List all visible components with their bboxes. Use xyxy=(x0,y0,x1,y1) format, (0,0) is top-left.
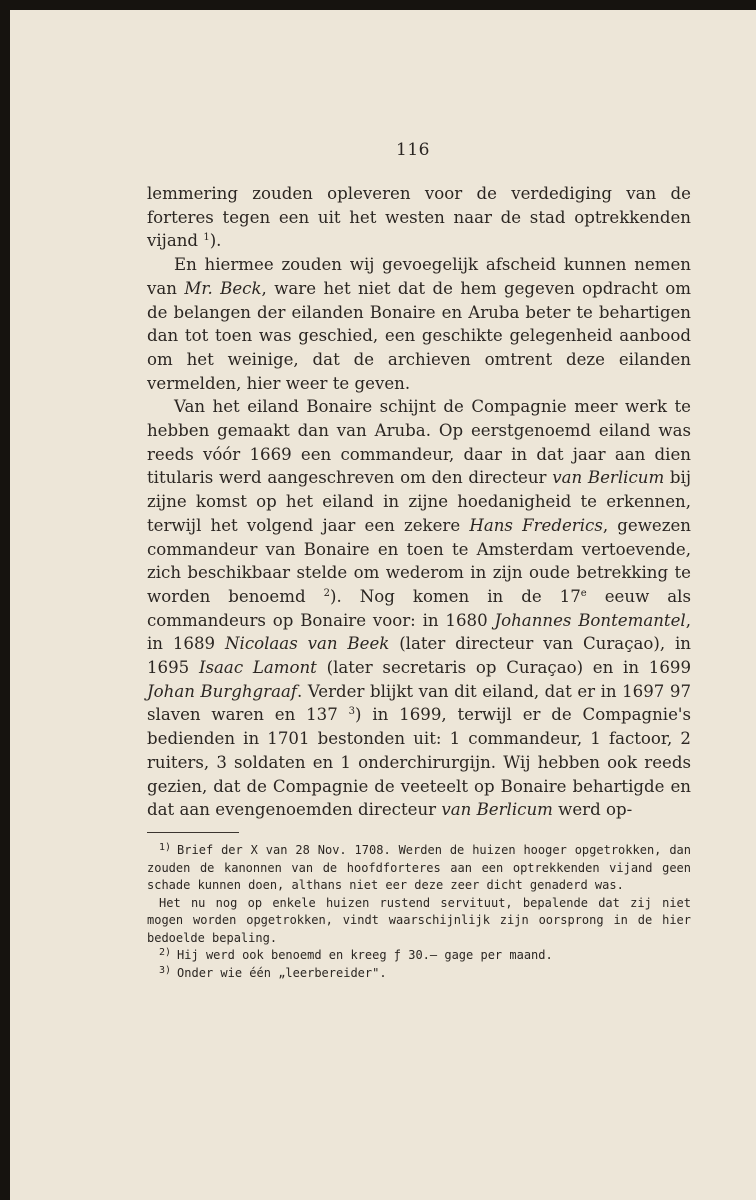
footnote xyxy=(147,947,691,965)
footnote-mark: 2) xyxy=(159,947,172,958)
text-run: , gewezen commandeur van Bonaire en toen te Amsterdam vertoevende, zich beschikbaar stelde om wederom in zijn oude betrekking te worden benoemd xyxy=(147,515,691,606)
text-run: lemmering zouden opleveren voor de verdediging van de forteres tegen een uit het westen naar de stad optrekkenden vijand xyxy=(147,184,691,251)
italic-name: Johannes Bontemantel xyxy=(494,610,686,630)
text-run: . Verder blijkt van dit eiland, dat er in 1697 97 slaven waren en 137 xyxy=(147,681,691,725)
footnote xyxy=(147,965,691,983)
italic-name: Mr. Beck xyxy=(184,278,262,298)
text-run: (later secretaris op Curaçao) en in 1699 xyxy=(316,658,691,678)
footnote xyxy=(147,895,691,948)
footnote-text: Brief der X van 28 Nov. 1708. Werden de huizen hooger opgetrokken, dan zouden de kanonnen van de hoofdforteres aan een optrekkenden vijand geen schade kunnen doen, althans niet eer deze zeer dicht genaderd was. xyxy=(147,843,691,892)
paragraph xyxy=(147,182,691,253)
footnote-divider xyxy=(147,832,239,833)
italic-name: Johan Burghgraaf xyxy=(147,681,298,701)
text-run: ). xyxy=(209,231,222,251)
footnote xyxy=(147,842,691,895)
footnotes xyxy=(147,842,691,982)
text-run: ) in 1699, terwijl er de Compagnie's bedienden in 1701 bestonden uit: 1 commandeur, 1 factoor, 2 ruiters, 3 soldaten en 1 onderchirurgijn. Wij hebben ook reeds gezien, dat de Compagnie de veeteelt op Bonaire behartigde en dat aan evengenoemden directeur xyxy=(147,705,691,820)
italic-name: Hans Frederics xyxy=(469,515,603,535)
text-run: ). Nog komen in de 17 xyxy=(329,586,581,606)
page-number: 116 xyxy=(396,140,430,160)
main-text xyxy=(147,182,691,822)
book-page xyxy=(10,10,756,1200)
text-run: , in 1689 xyxy=(147,610,691,654)
italic-name: van Berlicum xyxy=(441,800,553,820)
italic-name: Nicolaas van Beek xyxy=(225,634,390,654)
text-run: bij zijne komst op het eiland in zijne hoedanigheid te erkennen, terwijl het volgend jaar een zekere xyxy=(147,468,691,535)
footnote-reference: 2 xyxy=(323,587,330,599)
footnote-text: Onder wie één „leerbereider". xyxy=(177,965,387,980)
text-run: (later directeur van Curaçao), in 1695 xyxy=(147,634,691,678)
paragraph xyxy=(147,395,691,822)
footnote-mark: 3) xyxy=(159,964,172,976)
text-run: En hiermee zouden wij gevoegelijk afscheid kunnen nemen van xyxy=(147,255,691,298)
footnote-text: Hij werd ook benoemd en kreeg ƒ 30.— gage per maand. xyxy=(177,948,553,962)
footnote-text: Het nu nog op enkele huizen rustend servituut, bepalende dat zij niet mogen worden opgetrokken, vindt waarschijnlijk zijn oorsprong in de hier bedoelde bepaling. xyxy=(147,895,691,945)
footnote-reference: 1 xyxy=(203,232,210,244)
text-run: werd op- xyxy=(552,800,633,820)
footnote-reference: e xyxy=(580,587,587,599)
italic-name: Isaac Lamont xyxy=(198,658,317,678)
text-run: , ware het niet dat de hem gegeven opdracht om de belangen der eilanden Bonaire en Aruba beter te behartigen dan tot toen was geschied, een geschikte gelegenheid aanbood om het weinige, dat de archieven omtrent deze eilanden vermelden, hier weer te geven. xyxy=(147,278,692,393)
text-run: Van het eiland Bonaire schijnt de Compagnie meer werk te hebben gemaakt dan van Aruba. Op eerstgenoemd eiland was reeds vóór 1669 een commandeur, daar in dat jaar aan dien titularis werd aangeschreven om den directeur xyxy=(147,397,691,488)
text-run: eeuw als commandeurs op Bonaire voor: in 1680 xyxy=(147,586,692,630)
italic-name: van Berlicum xyxy=(552,468,665,488)
footnote-reference: 3 xyxy=(348,706,356,718)
paragraph xyxy=(147,253,691,395)
footnote-mark: 1) xyxy=(159,842,172,853)
